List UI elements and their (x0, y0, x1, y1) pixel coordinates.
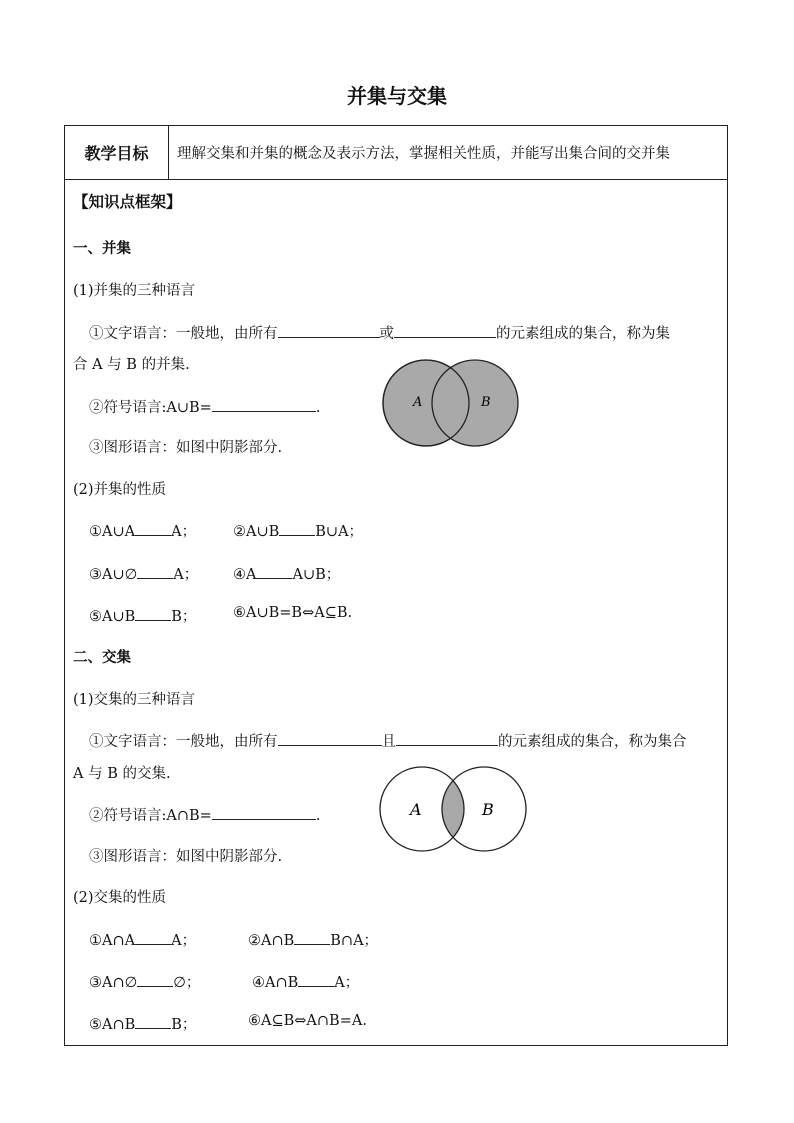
intersection-heading: 二、交集 (73, 650, 131, 666)
union-label-b: B (481, 395, 491, 410)
union-symbol-blank[interactable] (212, 397, 316, 412)
intersection-graphic-language: ③图形语言：如图中阴影部分. (89, 849, 283, 865)
intersection-prop-1-blank[interactable] (135, 930, 171, 945)
union-prop-3-pre: ③A∪∅ (89, 567, 138, 583)
intersection-venn-diagram (376, 765, 530, 853)
intersection-languages-title: (1)交集的三种语言 (73, 692, 196, 708)
union-circle-b (432, 360, 518, 446)
intersection-symbol-text: ②符号语言:A∩B= (89, 808, 212, 824)
framework-heading: 【知识点框架】 (73, 193, 182, 211)
union-prop-1 (89, 520, 196, 541)
intersection-blank-1[interactable] (278, 731, 382, 746)
union-prop-5-blank[interactable] (135, 606, 171, 621)
union-prop-4-pre: ④A (233, 567, 257, 583)
union-symbol-end: . (315, 400, 321, 416)
union-prop-1-post: A； (171, 524, 197, 540)
intersection-symbol-language (89, 804, 320, 825)
intersection-prop-3-post: ∅； (173, 975, 201, 991)
union-prop-1-blank[interactable] (135, 521, 171, 536)
union-prop-4 (233, 563, 340, 584)
union-prop-5 (89, 605, 196, 626)
intersection-symbol-blank[interactable] (212, 805, 316, 820)
union-symbol-text: ②符号语言:A∪B= (89, 400, 212, 416)
intersection-prop-5-pre: ⑤A∩B (89, 1017, 136, 1033)
union-props-title: (2)并集的性质 (73, 482, 167, 498)
intersection-prop-6: ⑥A⊆B⇔A∩B=A. (248, 1013, 367, 1029)
union-graphic-language: ③图形语言：如图中阴影部分. (89, 440, 283, 456)
intersection-blank-2[interactable] (396, 731, 498, 746)
intersection-label-a: A (410, 800, 422, 819)
intersection-prop-4-pre: ④A∩B (252, 975, 299, 991)
union-languages-title: (1)并集的三种语言 (73, 283, 196, 299)
intersection-prop-1-post: A； (171, 933, 197, 949)
union-prop-2 (233, 520, 363, 541)
intersection-prop-5 (89, 1013, 196, 1034)
intersection-text-and: 且 (381, 734, 396, 750)
intersection-prop-4 (252, 971, 359, 992)
intersection-prop-1-pre: ①A∩A (89, 933, 136, 949)
lesson-table (64, 125, 728, 1046)
objective-row (65, 126, 727, 180)
union-blank-2[interactable] (394, 323, 496, 338)
objective-label: 教学目标 (65, 126, 169, 179)
intersection-prop-3 (89, 971, 200, 992)
union-label-a: A (413, 395, 423, 410)
union-text-part-b: 的元素组成的集合，称为集 (496, 326, 670, 342)
union-prop-2-pre: ②A∪B (233, 524, 280, 540)
union-venn-diagram (379, 358, 521, 448)
intersection-prop-3-pre: ③A∩∅ (89, 975, 138, 991)
intersection-prop-2-post: B∩A； (330, 933, 379, 949)
union-prop-2-post: B∪A； (315, 524, 364, 540)
intersection-prop-2-pre: ②A∩B (248, 933, 295, 949)
union-prop-6: ⑥A∪B=B⇔A⊆B. (233, 605, 353, 621)
union-prop-2-blank[interactable] (279, 521, 315, 536)
union-text-or: 或 (379, 326, 394, 342)
intersection-symbol-end: . (315, 808, 321, 824)
union-prop-4-post: A∪B； (292, 567, 341, 583)
union-prop-3-blank[interactable] (137, 564, 173, 579)
union-prop-5-post: B； (171, 609, 197, 625)
union-text-part-a: ①文字语言：一般地，由所有 (89, 326, 278, 342)
union-text-continued: 合 A 与 B 的并集. (73, 357, 190, 373)
intersection-text-language (89, 730, 687, 751)
union-prop-3-post: A； (173, 567, 199, 583)
union-prop-5-pre: ⑤A∪B (89, 609, 136, 625)
union-prop-4-blank[interactable] (256, 564, 292, 579)
intersection-prop-3-blank[interactable] (137, 972, 173, 987)
union-prop-1-pre: ①A∪A (89, 524, 136, 540)
intersection-prop-5-blank[interactable] (135, 1014, 171, 1029)
intersection-prop-2-blank[interactable] (294, 930, 330, 945)
intersection-prop-1 (89, 929, 196, 950)
intersection-text-part-b: 的元素组成的集合，称为集合 (498, 734, 687, 750)
union-text-language (89, 322, 670, 343)
intersection-label-b: B (482, 800, 494, 819)
intersection-text-continued: A 与 B 的交集. (73, 766, 171, 782)
intersection-text-part-a: ①文字语言：一般地，由所有 (89, 734, 278, 750)
intersection-prop-4-post: A； (334, 975, 360, 991)
union-blank-1[interactable] (278, 323, 380, 338)
union-prop-3 (89, 563, 198, 584)
page-title: 并集与交集 (347, 84, 447, 108)
intersection-props-title: (2)交集的性质 (73, 890, 167, 906)
union-heading: 一、并集 (73, 241, 131, 257)
intersection-prop-5-post: B； (171, 1017, 197, 1033)
union-symbol-language (89, 396, 320, 417)
intersection-prop-2 (248, 929, 378, 950)
objective-text: 理解交集和并集的概念及表示方法，掌握相关性质，并能写出集合间的交并集 (177, 146, 670, 162)
intersection-prop-4-blank[interactable] (298, 972, 334, 987)
